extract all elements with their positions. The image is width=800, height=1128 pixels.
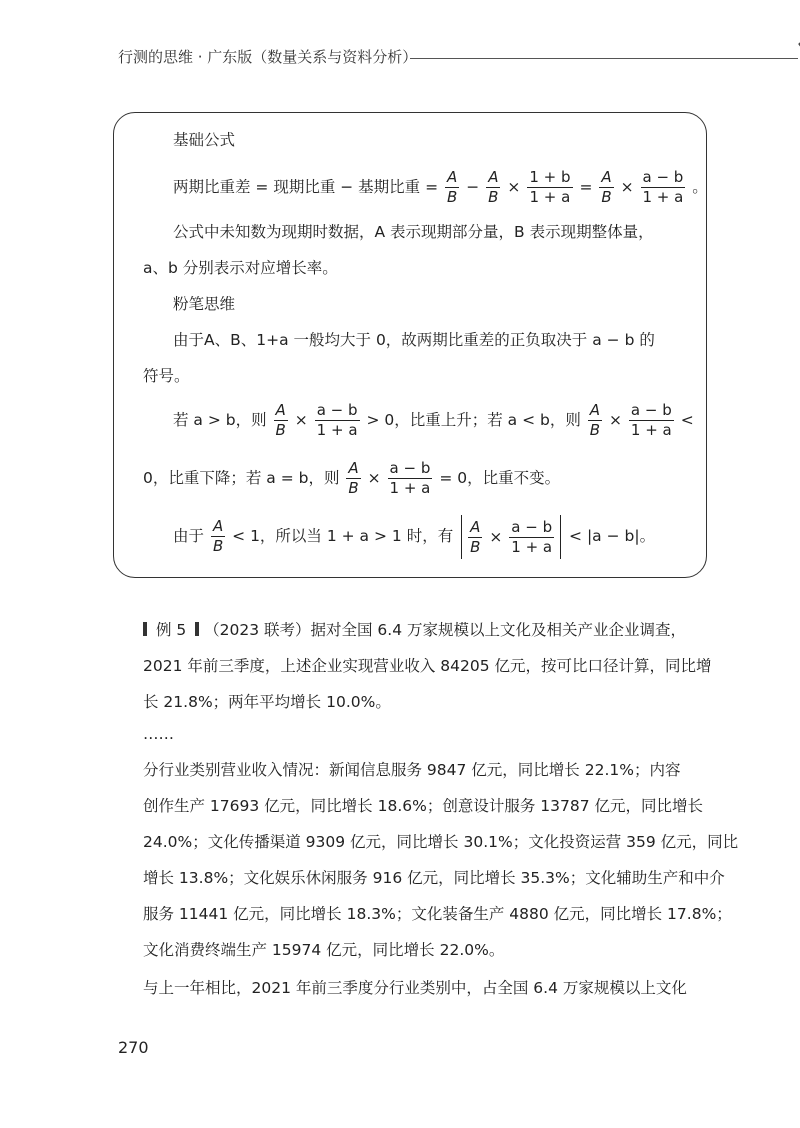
last-line xyxy=(173,514,655,559)
case1-fraction-amb-over-1a-2: $\frac{a - b}{1 + a}$ xyxy=(630,401,672,439)
explain-line-1: 公式中未知数为现期时数据，A 表示现期部分量，B 表示现期整体量， xyxy=(173,223,654,241)
case1-prefix: 若 a > b，则 xyxy=(173,411,267,429)
formula-prefix: 两期比重差 = 现期比重 − 基期比重 = xyxy=(173,178,439,196)
case1-times: × xyxy=(294,411,308,429)
case1-fraction-amb-over-1a: $\frac{a - b}{1 + a}$ xyxy=(316,401,358,439)
question-line-1: 与上一年相比，2021 年前三季度分行业类别中，占全国 6.4 万家规模以上文化 xyxy=(143,979,687,997)
paragraph-line-1: 分行业类别营业收入情况：新闻信息服务 9847 亿元，同比增长 22.1%；内容 xyxy=(143,761,681,779)
paragraph-line-4: 增长 13.8%；文化娱乐休闲服务 916 亿元，同比增长 35.3%；文化辅助生产和中介 xyxy=(143,869,725,887)
case2-fraction-a-over-b: $\frac{A}{B}$ xyxy=(348,459,359,497)
last-end: < |a − b|。 xyxy=(569,527,656,545)
case1-fraction-a-over-b-2: $\frac{A}{B}$ xyxy=(589,401,601,439)
example-line-1 xyxy=(143,618,686,642)
label-bar-right-icon xyxy=(195,622,199,636)
header-rule xyxy=(410,58,798,59)
case2-times: × xyxy=(367,469,381,487)
case1-end: < xyxy=(680,411,694,429)
sprout-icon xyxy=(796,36,800,64)
page-number: 270 xyxy=(118,1038,149,1057)
equals-sign: = xyxy=(579,178,593,196)
example-line-2: 2021 年前三季度，上述企业实现营业收入 84205 亿元，按可比口径计算，同比增 xyxy=(143,657,712,675)
case1-mid: > 0，比重上升；若 a < b，则 xyxy=(366,411,581,429)
fraction-a-over-b: $\frac{A}{B}$ xyxy=(447,168,458,206)
times-sign: × xyxy=(507,178,521,196)
paragraph-line-2: 创作生产 17693 亿元，同比增长 18.6%；创意设计服务 13787 亿元，同比增长 xyxy=(143,797,703,815)
fraction-a-over-b-3: $\frac{A}{B}$ xyxy=(601,168,612,206)
paragraph-line-3: 24.0%；文化传播渠道 9309 亿元，同比增长 30.1%；文化投资运营 359 亿元，同比 xyxy=(143,833,739,851)
case1-fraction-a-over-b: $\frac{A}{B}$ xyxy=(275,401,286,439)
case1-times-2: × xyxy=(608,411,622,429)
case2-prefix: 0，比重下降；若 a = b，则 xyxy=(143,469,340,487)
reason-line-1: 由于A、B、1+a 一般均大于 0，故两期比重差的正负取决于 a − b 的 xyxy=(173,331,655,349)
last-fraction-a-over-b: $\frac{A}{B}$ xyxy=(212,517,224,555)
last-mid: < 1，所以当 1 + a > 1 时，有 xyxy=(232,527,454,545)
running-header xyxy=(118,44,718,74)
fraction-amb-over-1a: $\frac{a - b}{1 + a}$ xyxy=(642,168,684,206)
formula-line xyxy=(173,165,708,209)
paragraph-line-6: 文化消费终端生产 15974 亿元，同比增长 22.0%。 xyxy=(143,941,505,959)
example-text-1: （2023 联考）据对全国 6.4 万家规模以上文化及相关产业企业调查， xyxy=(204,621,686,639)
times-sign-2: × xyxy=(620,178,634,196)
fraction-1b-over-1a: $\frac{1 + b}{1 + a}$ xyxy=(529,168,571,206)
minus-sign: − xyxy=(466,178,480,196)
paragraph-line-5: 服务 11441 亿元，同比增长 18.3%；文化装备生产 4880 亿元，同比增长 17.8%； xyxy=(143,905,732,923)
case2-fraction-amb-over-1a: $\frac{a - b}{1 + a}$ xyxy=(389,459,431,497)
case-line-2 xyxy=(143,456,560,500)
reason-line-2: 符号。 xyxy=(143,367,190,385)
explain-line-2: a、b 分别表示对应增长率。 xyxy=(143,259,338,277)
last-fraction-a-over-b-2: $\frac{A}{B}$ xyxy=(470,517,481,556)
example-line-3: 长 21.8%；两年平均增长 10.0%。 xyxy=(143,693,391,711)
fraction-a-over-b-2: $\frac{A}{B}$ xyxy=(488,168,499,206)
section-title-thinking: 粉笔思维 xyxy=(173,295,236,313)
formula-end: 。 xyxy=(692,178,708,196)
ellipsis: …… xyxy=(143,725,174,743)
label-bar-left-icon xyxy=(143,622,147,636)
case2-end: = 0，比重不变。 xyxy=(439,469,561,487)
last-times: × xyxy=(489,527,503,546)
section-title-basic-formula: 基础公式 xyxy=(173,131,236,149)
example-label: 例 5 xyxy=(155,621,187,639)
last-prefix: 由于 xyxy=(173,527,205,545)
case-line-1 xyxy=(173,398,694,442)
header-title: 行测的思维 · 广东版（数量关系与资料分析） xyxy=(118,48,418,66)
last-fraction-amb-over-1a: $\frac{a - b}{1 + a}$ xyxy=(511,517,553,556)
absolute-value-expression xyxy=(461,515,561,559)
